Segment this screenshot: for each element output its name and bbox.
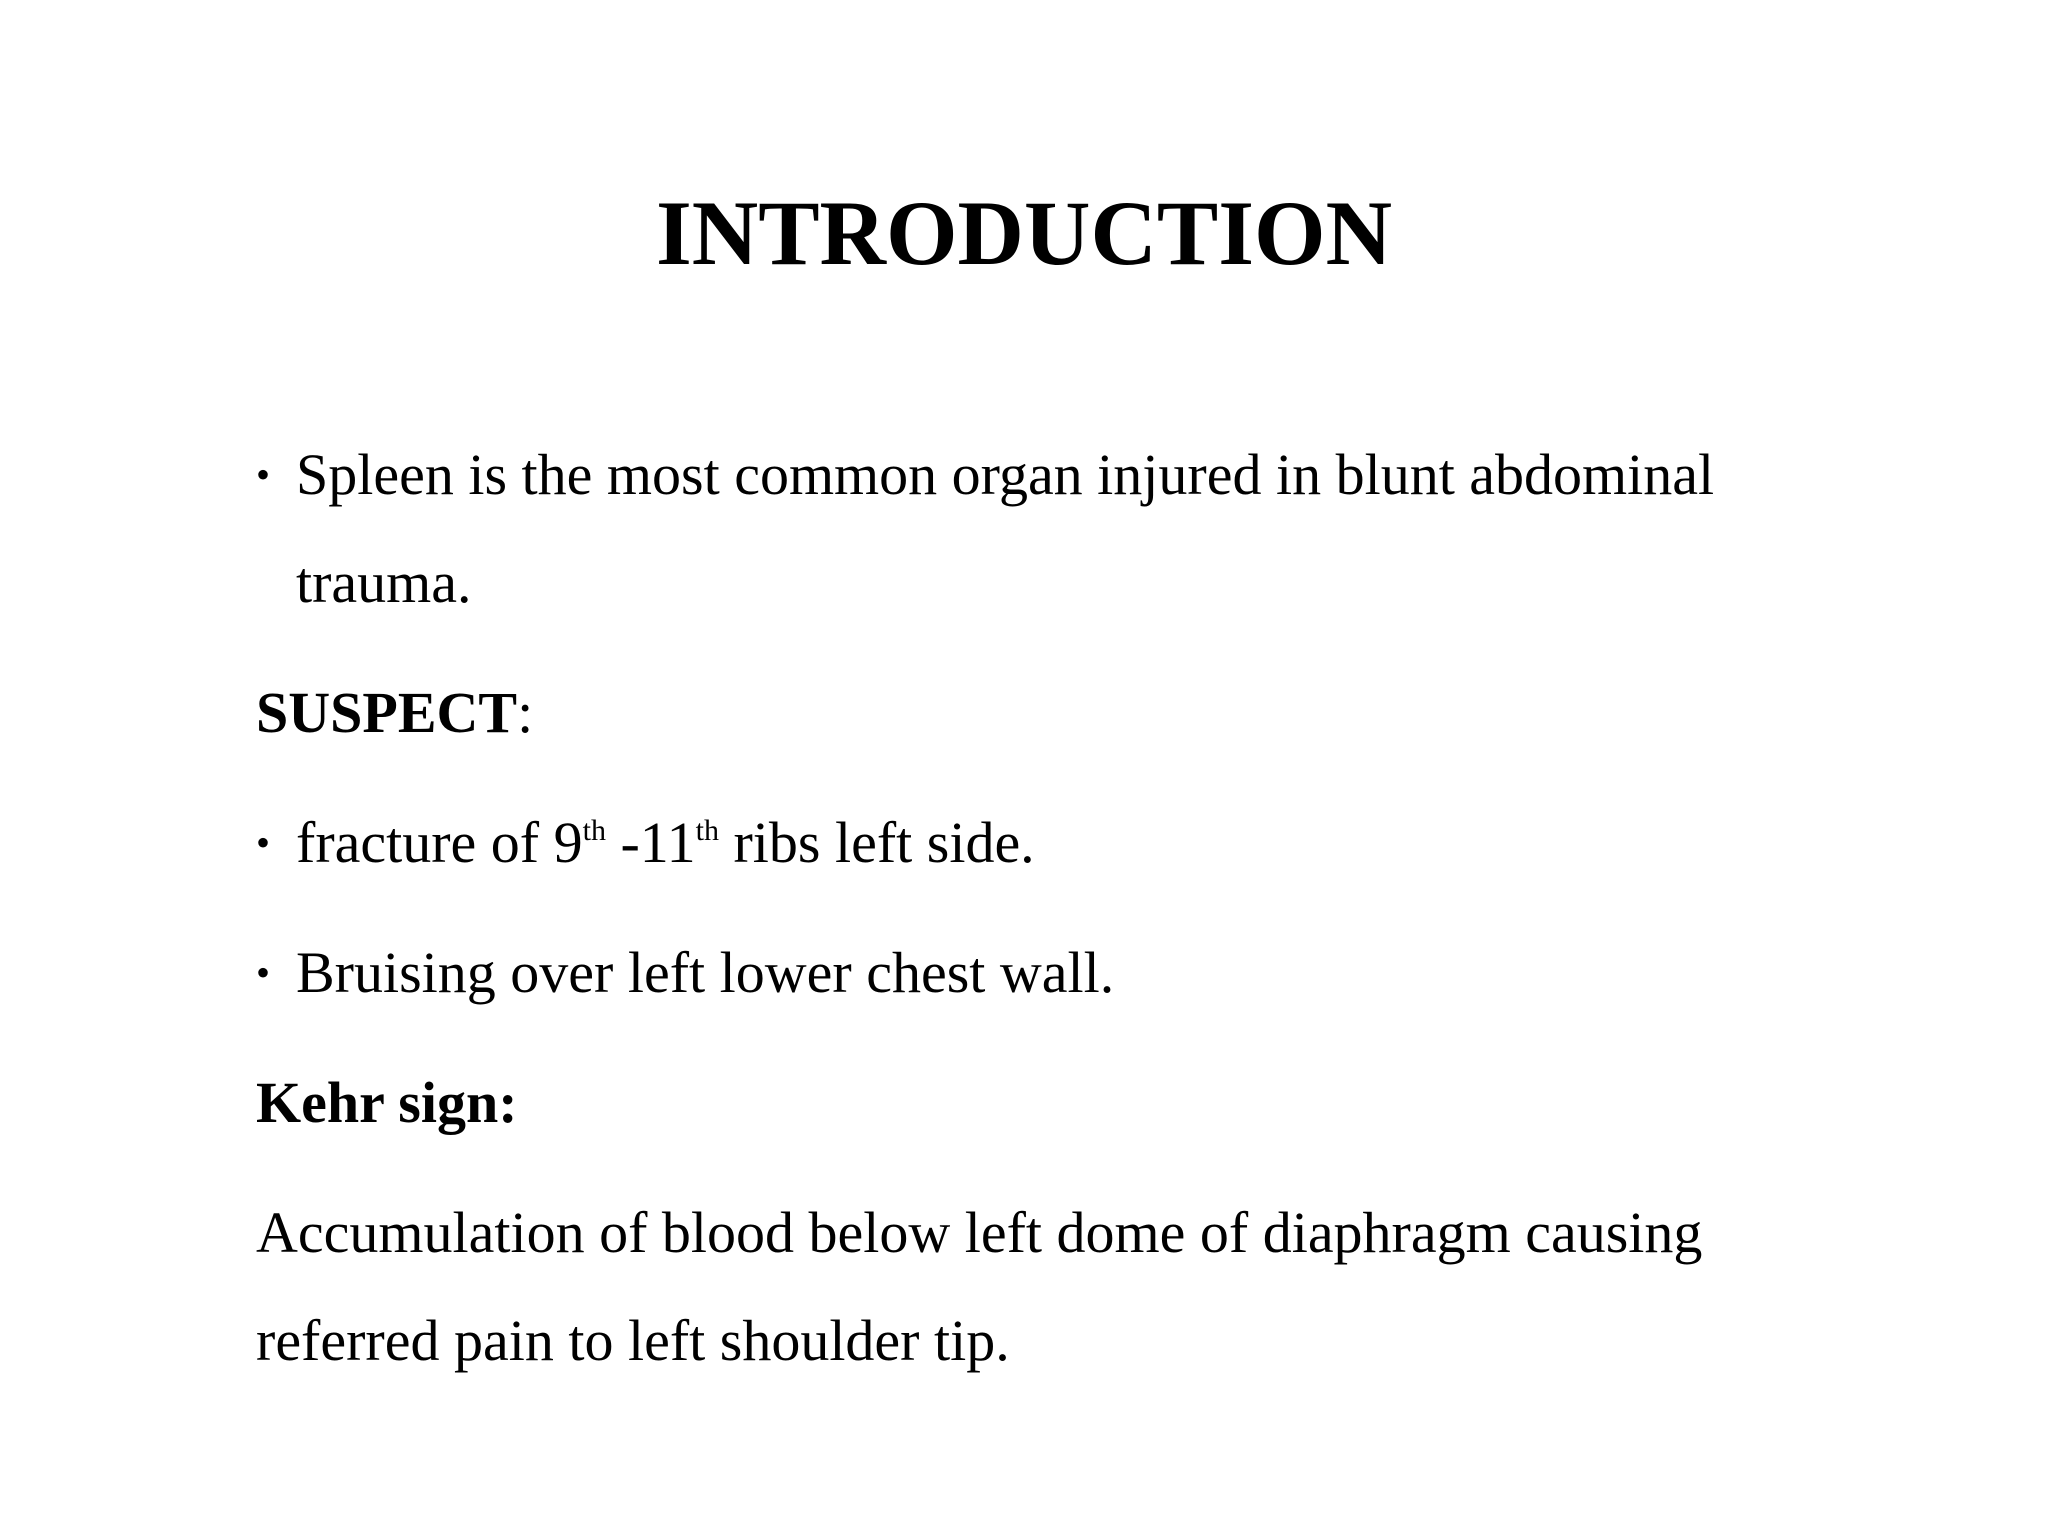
fracture-part2: -11: [605, 810, 696, 875]
slide-title: INTRODUCTION: [655, 182, 1393, 284]
suspect-colon: :: [517, 680, 534, 745]
kehr-sign-line1: Accumulation of blood below left dome of diaphragm causing: [256, 1200, 1703, 1265]
bullet-marker: •: [256, 452, 271, 497]
suspect-heading: [256, 678, 533, 748]
kehr-sign-line2: referred pain to left shoulder tip.: [256, 1308, 1010, 1373]
fracture-sup1: th: [582, 814, 606, 847]
bullet-bruising-text: Bruising over left lower chest wall.: [296, 940, 1115, 1005]
suspect-label: SUSPECT: [256, 680, 518, 745]
bullet-spleen-line1: Spleen is the most common organ injured in blunt abdominal: [296, 442, 1715, 507]
fracture-part3: ribs left side.: [718, 810, 1035, 875]
bullet-spleen-line2: trauma.: [296, 550, 472, 615]
bullet-fracture-text: [296, 808, 1035, 878]
fracture-part1: fracture of 9: [296, 810, 583, 875]
kehr-sign-heading: Kehr sign:: [256, 1070, 518, 1135]
fracture-sup2: th: [695, 814, 719, 847]
bullet-marker: •: [256, 950, 271, 995]
bullet-marker: •: [256, 820, 271, 865]
